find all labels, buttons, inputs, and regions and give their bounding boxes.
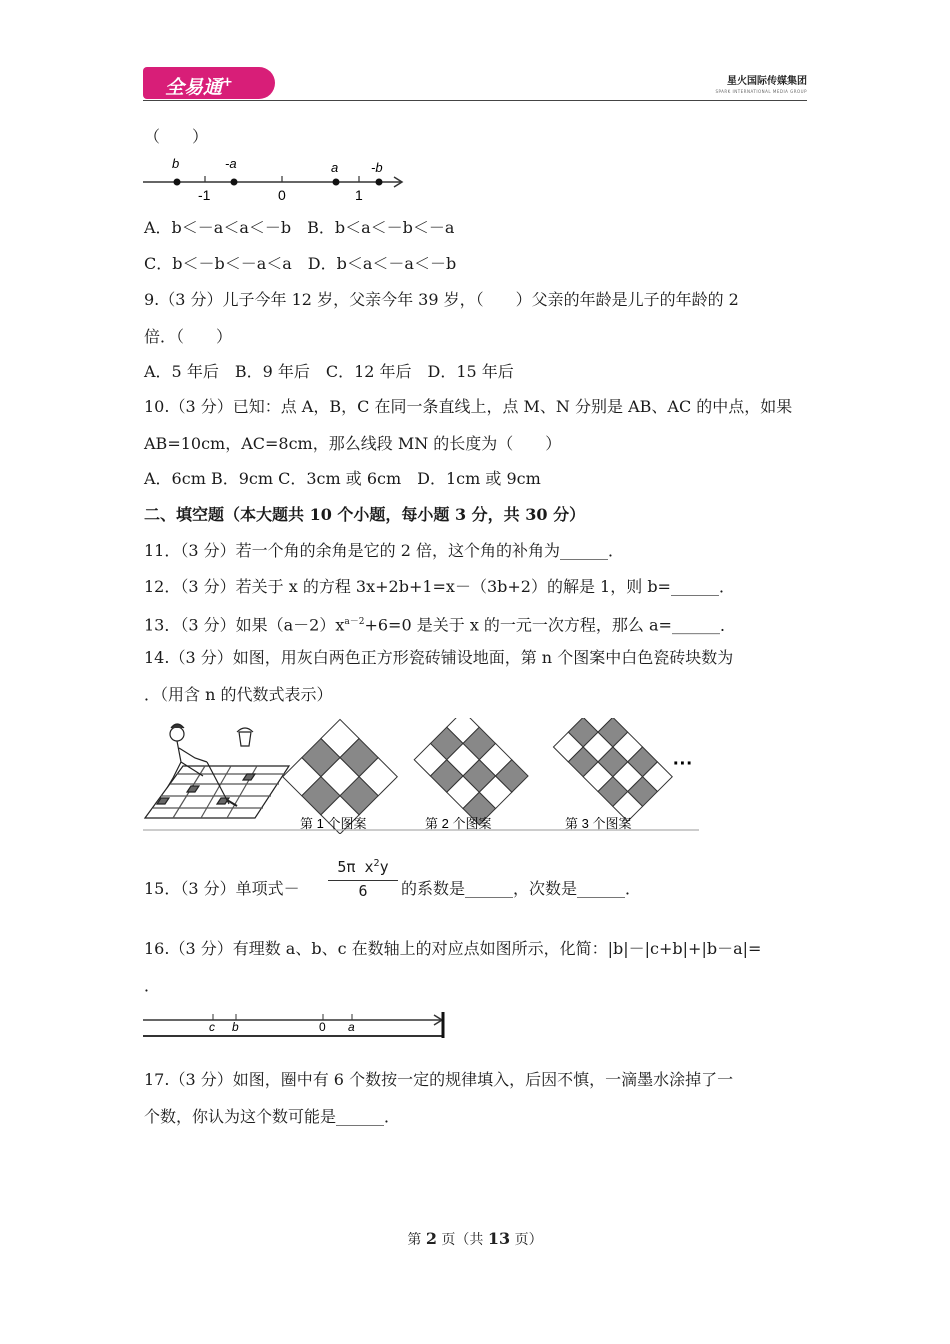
label-c: c [209,1020,215,1034]
label-neg-b: -b [371,160,383,175]
point-neg-b [376,179,383,186]
q8-options-1: A．b＜－a＜a＜－b B．b＜a＜－b＜－a [144,218,455,237]
footer-post: 页） [510,1232,543,1248]
q8-options-2: C．b＜－b＜－a＜a D．b＜a＜－a＜－b [144,254,457,273]
label-a: a [331,160,339,175]
footer-total-pages: 13 [487,1229,511,1248]
fraction-bar [328,880,398,881]
q15-after: 的系数是______，次数是______． [401,879,642,898]
tick-neg1: -1 [198,187,211,203]
numerator-main: 5π x [337,858,374,876]
caption-1: 第 1 个图案 [300,816,367,831]
point-a [333,179,340,186]
tile-pattern-2 [414,718,528,825]
q13-exponent: a－2 [344,617,365,627]
q14-line-1: 14.（3 分）如图，用灰白两色正方形瓷砖铺设地面，第 n 个图案中白色瓷砖块数为 [144,648,734,667]
brand-name [715,72,807,94]
brand-logo [143,67,275,99]
point-neg-a [231,179,238,186]
q16-line-2: ． [144,976,161,995]
q14-line-2: ．（用含 n 的代数式表示） [144,685,333,704]
q11-text: 11．（3 分）若一个角的余角是它的 2 倍，这个角的补角为______． [144,541,624,560]
tick-1: 1 [355,187,363,203]
q12-text: 12．（3 分）若关于 x 的方程 3x+2b+1=x－（3b+2）的解是 1，则 b=______． [144,577,735,596]
logo-star: + [222,75,233,90]
brand-text: 星火国际传媒集团 [727,76,807,87]
footer-page-number: 2 [425,1229,437,1248]
q14-tile-figure [143,718,699,834]
q8-paren: （ ） [144,127,209,146]
q13-text [144,612,736,635]
tile-pattern-3 [553,718,672,821]
fraction-denominator: 6 [358,882,368,900]
q9-line-1: 9.（3 分）儿子今年 12 岁，父亲今年 39 岁，（ ）父亲的年龄是儿子的年龄的 2 [144,290,739,309]
tile-ellipsis: ··· [673,753,693,775]
q16-line-1: 16.（3 分）有理数 a、b、c 在数轴上的对应点如图所示，化简：|b|－|c+b|+|b－a|= [144,939,762,958]
brand-subtitle: SPARK INTERNATIONAL MEDIA GROUP [715,89,807,94]
page-footer [0,1229,950,1249]
label-a2: a [348,1020,355,1034]
q10-line-1: 10.（3 分）已知：点 A，B，C 在同一条直线上，点 M、N 分别是 AB、AC 的中点，如果 [144,397,793,416]
q15-before: 15．（3 分）单项式－ [144,879,300,898]
footer-pre: 第 [407,1232,426,1248]
point-b [174,179,181,186]
q9-options: A．5 年后 B．9 年后 C．12 年后 D．15 年后 [144,362,514,381]
q10-options: A．6cm B．9cm C．3cm 或 6cm D．1cm 或 9cm [144,469,541,488]
footer-mid: 页（共 [436,1232,488,1248]
tick-0: 0 [278,187,286,203]
q8-number-line [143,152,409,204]
numerator-exp: 2 [373,858,380,869]
label-b: b [172,156,180,171]
logo-text: 全易通 [165,76,223,99]
label-neg-a: -a [225,156,237,171]
q9-line-2: 倍．（ ） [144,327,233,346]
q15-fraction [326,858,400,902]
fraction-numerator [328,858,398,876]
section-2-title: 二、填空题（本大题共 10 个小题，每小题 3 分，共 30 分） [144,505,586,524]
q16-number-line [143,1006,449,1040]
label-b2: b [232,1020,239,1034]
q17-line-1: 17.（3 分）如图，圈中有 6 个数按一定的规律填入，后因不慎，一滴墨水涂掉了一 [144,1070,734,1089]
q13-before: 13．（3 分）如果（a－2）x [144,615,345,635]
label-zero: 0 [319,1020,326,1034]
caption-2: 第 2 个图案 [425,816,492,831]
caption-3: 第 3 个图案 [565,816,632,831]
worker-illustration [145,724,289,818]
q13-after: +6=0 是关于 x 的一元一次方程，那么 a=______． [364,615,736,635]
numerator-tail: y [379,858,389,876]
q17-line-2: 个数，你认为这个数可能是______． [144,1107,401,1126]
header-divider [143,100,807,101]
q10-line-2: AB=10cm，AC=8cm，那么线段 MN 的长度为（ ） [144,434,562,453]
